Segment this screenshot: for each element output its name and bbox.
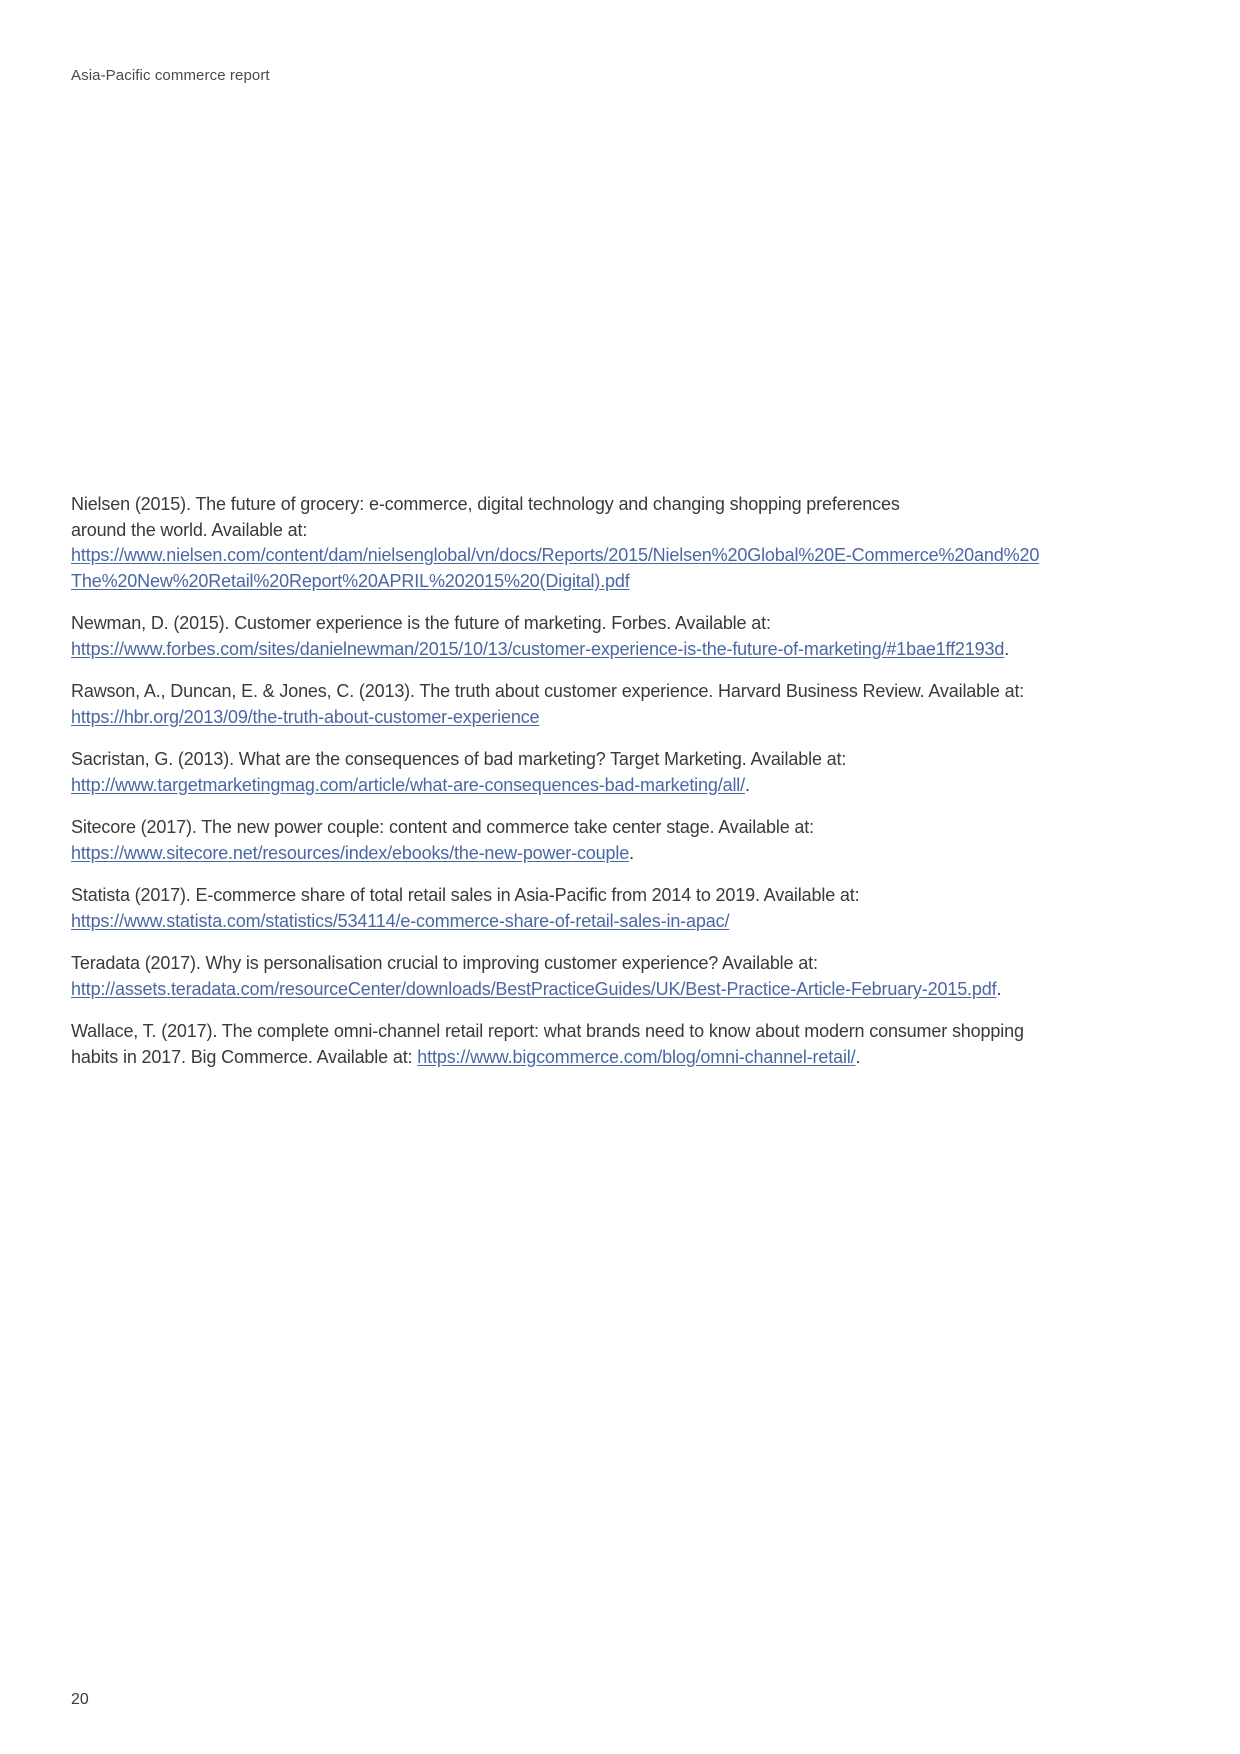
reference-link[interactable]: https://www.forbes.com/sites/danielnewman/2015/10/13/customer-experience-is-the-future-of-marketing/#1bae1ff2193d bbox=[71, 638, 1005, 659]
reference-wallace bbox=[71, 1019, 1081, 1070]
reference-trailing: . bbox=[745, 774, 750, 795]
reference-text: Sacristan, G. (2013). What are the consequences of bad marketing? Target Marketing. Available at: bbox=[71, 749, 847, 769]
reference-text: Sitecore (2017). The new power couple: content and commerce take center stage. Available at: bbox=[71, 817, 814, 837]
reference-link[interactable]: https://www.sitecore.net/resources/index/ebooks/the-new-power-couple bbox=[71, 842, 630, 863]
reference-text: Rawson, A., Duncan, E. & Jones, C. (2013). The truth about customer experience. Harvard Business Review. Available at: bbox=[71, 681, 1025, 701]
reference-trailing: . bbox=[996, 978, 1002, 999]
reference-teradata bbox=[71, 951, 1081, 1002]
reference-text: habits in 2017. Big Commerce. Available at: bbox=[71, 1046, 418, 1067]
reference-statista bbox=[71, 883, 1081, 934]
reference-trailing: . bbox=[629, 842, 634, 863]
reference-list bbox=[71, 492, 1081, 1087]
reference-link[interactable]: https://www.bigcommerce.com/blog/omni-channel-retail/ bbox=[417, 1046, 856, 1067]
reference-sitecore bbox=[71, 815, 1081, 866]
reference-trailing: . bbox=[1004, 638, 1010, 659]
reference-trailing: . bbox=[855, 1046, 861, 1067]
reference-link[interactable]: The%20New%20Retail%20Report%20APRIL%202015%20(Digital).pdf bbox=[71, 570, 630, 591]
reference-rawson bbox=[71, 679, 1081, 730]
reference-text: Newman, D. (2015). Customer experience is the future of marketing. Forbes. Available at: bbox=[71, 613, 771, 633]
reference-link[interactable]: https://www.statista.com/statistics/534114/e-commerce-share-of-retail-sales-in-apac/ bbox=[71, 910, 730, 931]
reference-text: Statista (2017). E-commerce share of total retail sales in Asia-Pacific from 2014 to 2019. Available at: bbox=[71, 885, 860, 905]
reference-newman bbox=[71, 611, 1081, 662]
running-header: Asia-Pacific commerce report bbox=[71, 67, 270, 84]
reference-text: Wallace, T. (2017). The complete omni-channel retail report: what brands need to know about modern consumer shopping bbox=[71, 1021, 1024, 1041]
reference-text: Nielsen (2015). The future of grocery: e-commerce, digital technology and changing shopping preferences bbox=[71, 494, 900, 514]
reference-link[interactable]: https://www.nielsen.com/content/dam/nielsenglobal/vn/docs/Reports/2015/Nielsen%20Global%20E-Commerce%20and%20 bbox=[71, 545, 1040, 565]
reference-text: around the world. Available at: bbox=[71, 519, 308, 540]
page-number: 20 bbox=[71, 1691, 89, 1708]
reference-link[interactable]: http://assets.teradata.com/resourceCenter/downloads/BestPracticeGuides/UK/Best-Practice-Article-February-2015.pdf bbox=[71, 978, 997, 999]
reference-text: Teradata (2017). Why is personalisation crucial to improving customer experience? Available at: bbox=[71, 953, 818, 973]
reference-sacristan bbox=[71, 747, 1081, 798]
reference-link[interactable]: http://www.targetmarketingmag.com/article/what-are-consequences-bad-marketing/all/ bbox=[71, 774, 746, 795]
reference-link[interactable]: https://hbr.org/2013/09/the-truth-about-customer-experience bbox=[71, 706, 540, 727]
reference-nielsen bbox=[71, 492, 1081, 594]
